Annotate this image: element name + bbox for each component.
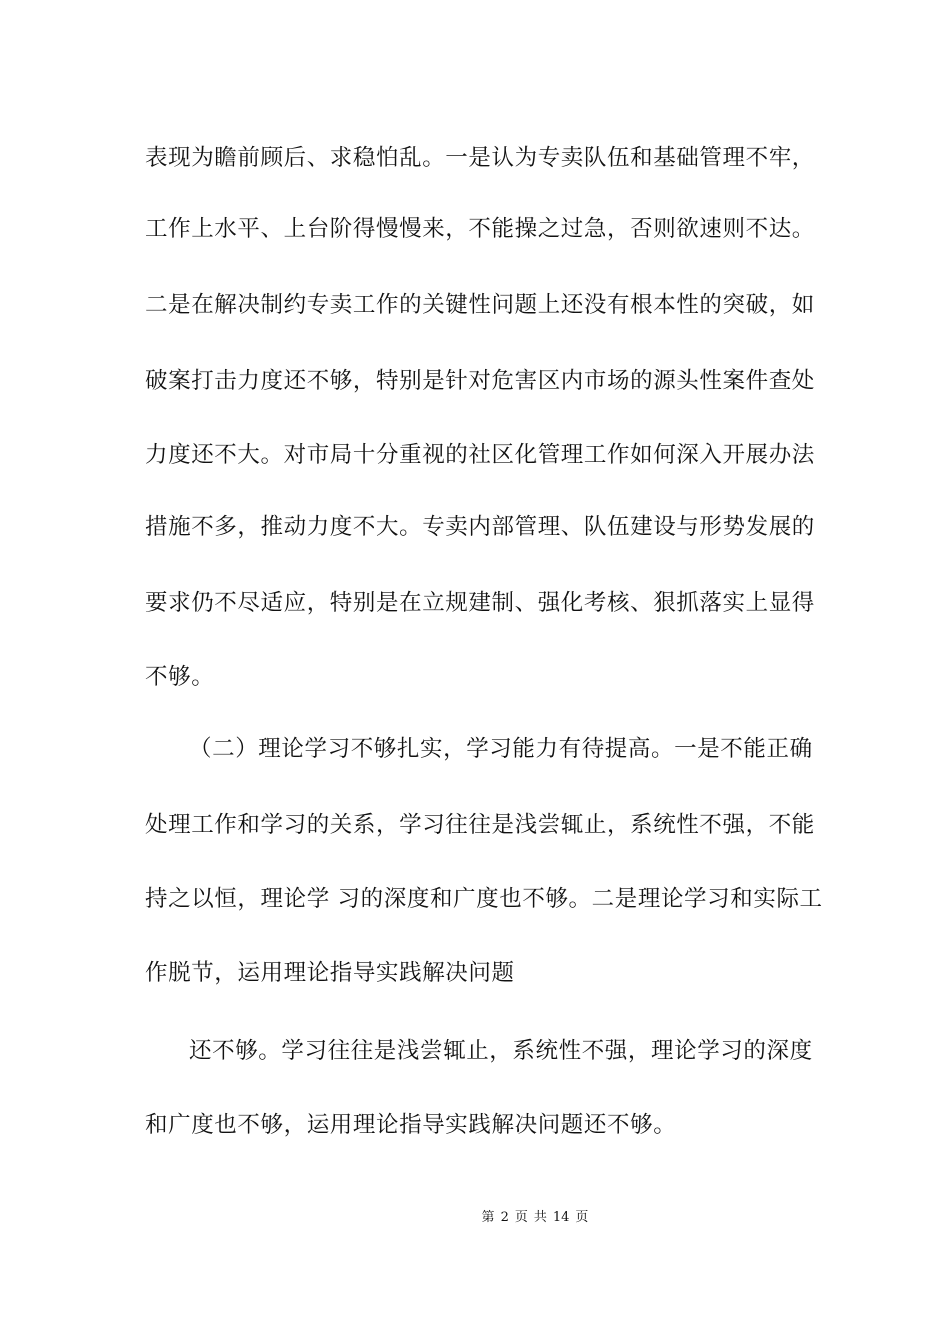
footer-total-prefix: 共 <box>533 1210 547 1225</box>
paragraph-line: 还不够。学习往往是浅尝辄止，系统性不强，理论学习的深度 <box>189 1038 813 1064</box>
paragraph-line: 力度还不大。对市局十分重视的社区化管理工作如何深入开展办法 <box>145 442 815 468</box>
paragraph-line: 不够。 <box>145 664 215 690</box>
paragraph-line: 持之以恒，理论学 习的深度和广度也不够。二是理论学习和实际工 <box>145 886 823 912</box>
paragraph-line: （二）理论学习不够扎实，学习能力有待提高。一是不能正确 <box>189 736 813 762</box>
total-page-count: 14 <box>552 1210 570 1225</box>
paragraph-line: 措施不多，推动力度不大。专卖内部管理、队伍建设与形势发展的 <box>145 514 815 540</box>
paragraph-line: 要求仍不尽适应，特别是在立规建制、强化考核、狠抓落实上显得 <box>145 590 815 616</box>
paragraph-line: 表现为瞻前顾后、求稳怕乱。一是认为专卖队伍和基础管理不牢， <box>145 145 815 171</box>
paragraph-line: 作脱节，运用理论指导实践解决问题 <box>145 960 515 986</box>
paragraph-line: 破案打击力度还不够，特别是针对危害区内市场的源头性案件查处 <box>145 368 815 394</box>
paragraph-line: 工作上水平、上台阶得慢慢来，不能操之过急，否则欲速则不达。 <box>145 216 815 242</box>
footer-page-label: 页 <box>514 1210 528 1225</box>
paragraph-line: 二是在解决制约专卖工作的关键性问题上还没有根本性的突破，如 <box>145 292 815 318</box>
footer-prefix: 第 <box>481 1210 495 1225</box>
footer-page-label: 页 <box>575 1210 589 1225</box>
paragraph-line: 和广度也不够，运用理论指导实践解决问题还不够。 <box>145 1112 677 1138</box>
current-page-number: 2 <box>500 1210 509 1225</box>
page-footer <box>0 1209 950 1227</box>
paragraph-line: 处理工作和学习的关系，学习往往是浅尝辄止，系统性不强，不能 <box>145 812 815 838</box>
